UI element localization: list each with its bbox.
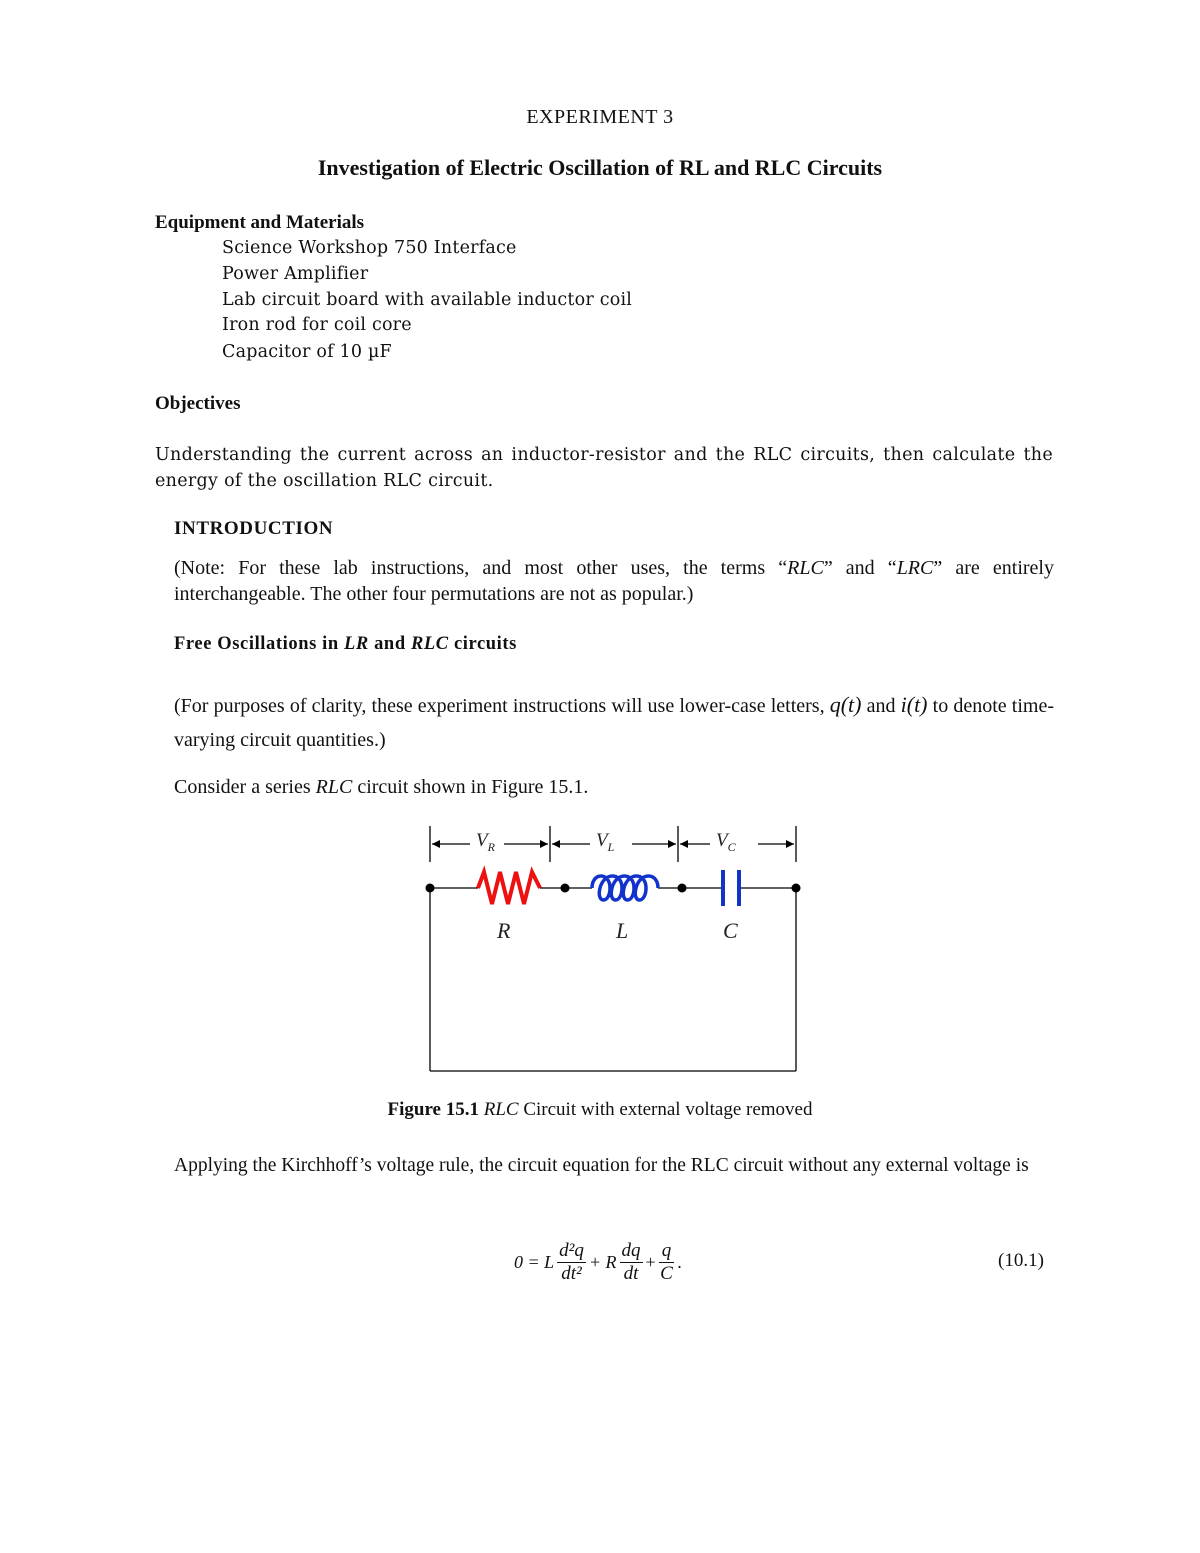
rlc-circuit-figure — [420, 818, 820, 1078]
clarity-paragraph: (For purposes of clarity, these experiment instructions will use lower-case letters, q(t) and i(t) to denote time-varying circuit quantities.) — [174, 692, 1054, 751]
experiment-label: EXPERIMENT 3 — [526, 106, 674, 128]
note-paragraph: (Note: For these lab instructions, and most other uses, the terms “RLC” and “LRC” are entirely interchangeable. The other four permutations are not as popular.) — [174, 557, 1054, 605]
introduction-heading: INTRODUCTION — [174, 518, 334, 539]
node-dot — [678, 884, 687, 893]
free-oscillations-heading: Free Oscillations in LR and RLC circuits — [174, 634, 517, 654]
node-dot — [561, 884, 570, 893]
resistor-label: R — [497, 918, 511, 943]
fraction: d²q dt² — [559, 1239, 584, 1284]
vr-label: $V_R$ — [476, 830, 495, 854]
equipment-heading: Equipment and Materials — [155, 212, 365, 233]
vl-label: $V_L$ — [596, 830, 615, 854]
inductor-symbol — [592, 876, 658, 900]
inductor-label: L — [616, 918, 629, 943]
vc-label: $V_C$ — [716, 830, 736, 854]
equipment-item: Capacitor of 10 µF — [222, 342, 392, 362]
equipment-item: Power Amplifier — [222, 264, 369, 284]
equipment-item: Lab circuit board with available inductor coil — [222, 290, 633, 310]
page-title: Investigation of Electric Oscillation of RL and RLC Circuits — [317, 155, 883, 180]
objectives-heading: Objectives — [155, 393, 241, 414]
capacitor-label: C — [723, 918, 738, 943]
equation-10-1: 0 = L d²q dt² + R dq dt + $\frac{q}{C}$ . — [514, 1239, 682, 1284]
figure-caption: Figure 15.1 RLC Circuit with external voltage removed — [387, 1099, 813, 1120]
resistor-symbol — [478, 872, 540, 904]
equipment-item: Iron rod for coil core — [222, 315, 412, 335]
node-dot — [426, 884, 435, 893]
kirchhoff-paragraph: Applying the Kirchhoff’s voltage rule, the circuit equation for the RLC circuit without any external voltage is — [174, 1155, 1029, 1176]
objectives-text: Understanding the current across an inductor-resistor and the RLC circuits, then calculate the energy of the oscillation RLC circuit. — [155, 445, 1053, 491]
fraction: dq dt — [621, 1239, 641, 1284]
equipment-item: Science Workshop 750 Interface — [222, 238, 517, 258]
equation-number: (10.1) — [998, 1250, 1044, 1271]
capacitor-symbol — [723, 870, 739, 906]
consider-sentence: Consider a series RLC circuit shown in Figure 15.1. — [174, 776, 589, 798]
fraction: $\frac{q}{C}$ — [660, 1239, 673, 1284]
node-dot — [792, 884, 801, 893]
